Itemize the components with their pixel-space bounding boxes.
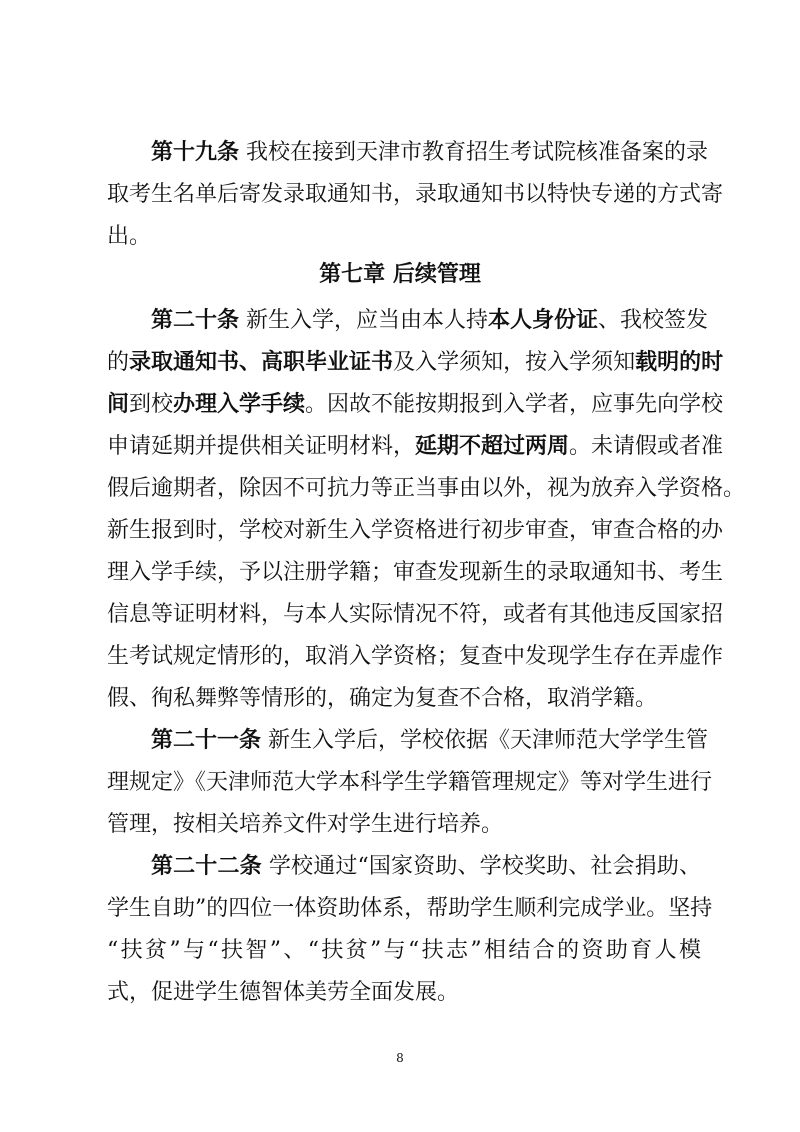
article-21-label: 第二十一条: [151, 728, 262, 753]
article-21-line-1: 第二十一条 新生入学后，学校依据《天津师范大学学生管: [151, 728, 709, 753]
article-22-line-1: 第二十二条 学校通过“国家资助、学校奖助、社会捐助、: [151, 854, 701, 879]
article-22-line-4: 式，促进学生德智体美劳全面发展。: [107, 980, 460, 1005]
article-20-line-1: 第二十条 新生入学，应当由本人持本人身份证、我校签发: [151, 308, 709, 333]
article-19-line-1: 第十九条 我校在接到天津市教育招生考试院核准备案的录: [151, 140, 709, 165]
article-20-line-2: 的录取通知书、高职毕业证书及入学须知，按入学须知载明的时: [107, 350, 724, 375]
article-22-label: 第二十二条: [151, 854, 262, 879]
article-19-line-2: 取考生名单后寄发录取通知书，录取通知书以特快专递的方式寄: [107, 182, 724, 207]
article-20-line-10: 假、徇私舞弊等情形的，确定为复查不合格，取消学籍。: [107, 686, 658, 711]
page-number: 8: [396, 1051, 404, 1065]
article-20-line-7: 理入学手续，予以注册学籍；审查发现新生的录取通知书、考生: [107, 560, 724, 585]
article-19-label: 第十九条: [151, 140, 240, 165]
article-20-label: 第二十条: [151, 308, 240, 333]
article-21-line-2: 理规定》《天津师范大学本科学生学籍管理规定》等对学生进行: [107, 770, 713, 795]
article-20-line-8: 信息等证明材料，与本人实际情况不符，或者有其他违反国家招: [107, 602, 724, 627]
chapter-7-heading: 第七章 后续管理: [319, 262, 481, 287]
article-20-line-4: 申请延期并提供相关证明材料，延期不超过两周。未请假或者准: [107, 434, 724, 459]
article-20-line-5: 假后逾期者，除因不可抗力等正当事由以外，视为放弃入学资格。: [107, 476, 746, 501]
article-22-line-3: “扶贫”与“扶智”、“扶贫”与“扶志”相结合的资助育人模: [107, 938, 701, 963]
article-20-line-3: 间到校办理入学手续。因故不能按期报到入学者，应事先向学校: [107, 392, 724, 417]
article-22-line-2: 学生自助”的四位一体资助体系，帮助学生顺利完成学业。坚持: [107, 896, 713, 921]
article-19-line-3: 出。: [107, 224, 152, 249]
article-20-line-9: 生考试规定情形的，取消入学资格；复查中发现学生存在弄虚作: [107, 644, 724, 669]
article-20-line-6: 新生报到时，学校对新生入学资格进行初步审查，审查合格的办: [107, 518, 724, 543]
article-21-line-3: 管理，按相关培养文件对学生进行培养。: [107, 812, 504, 837]
